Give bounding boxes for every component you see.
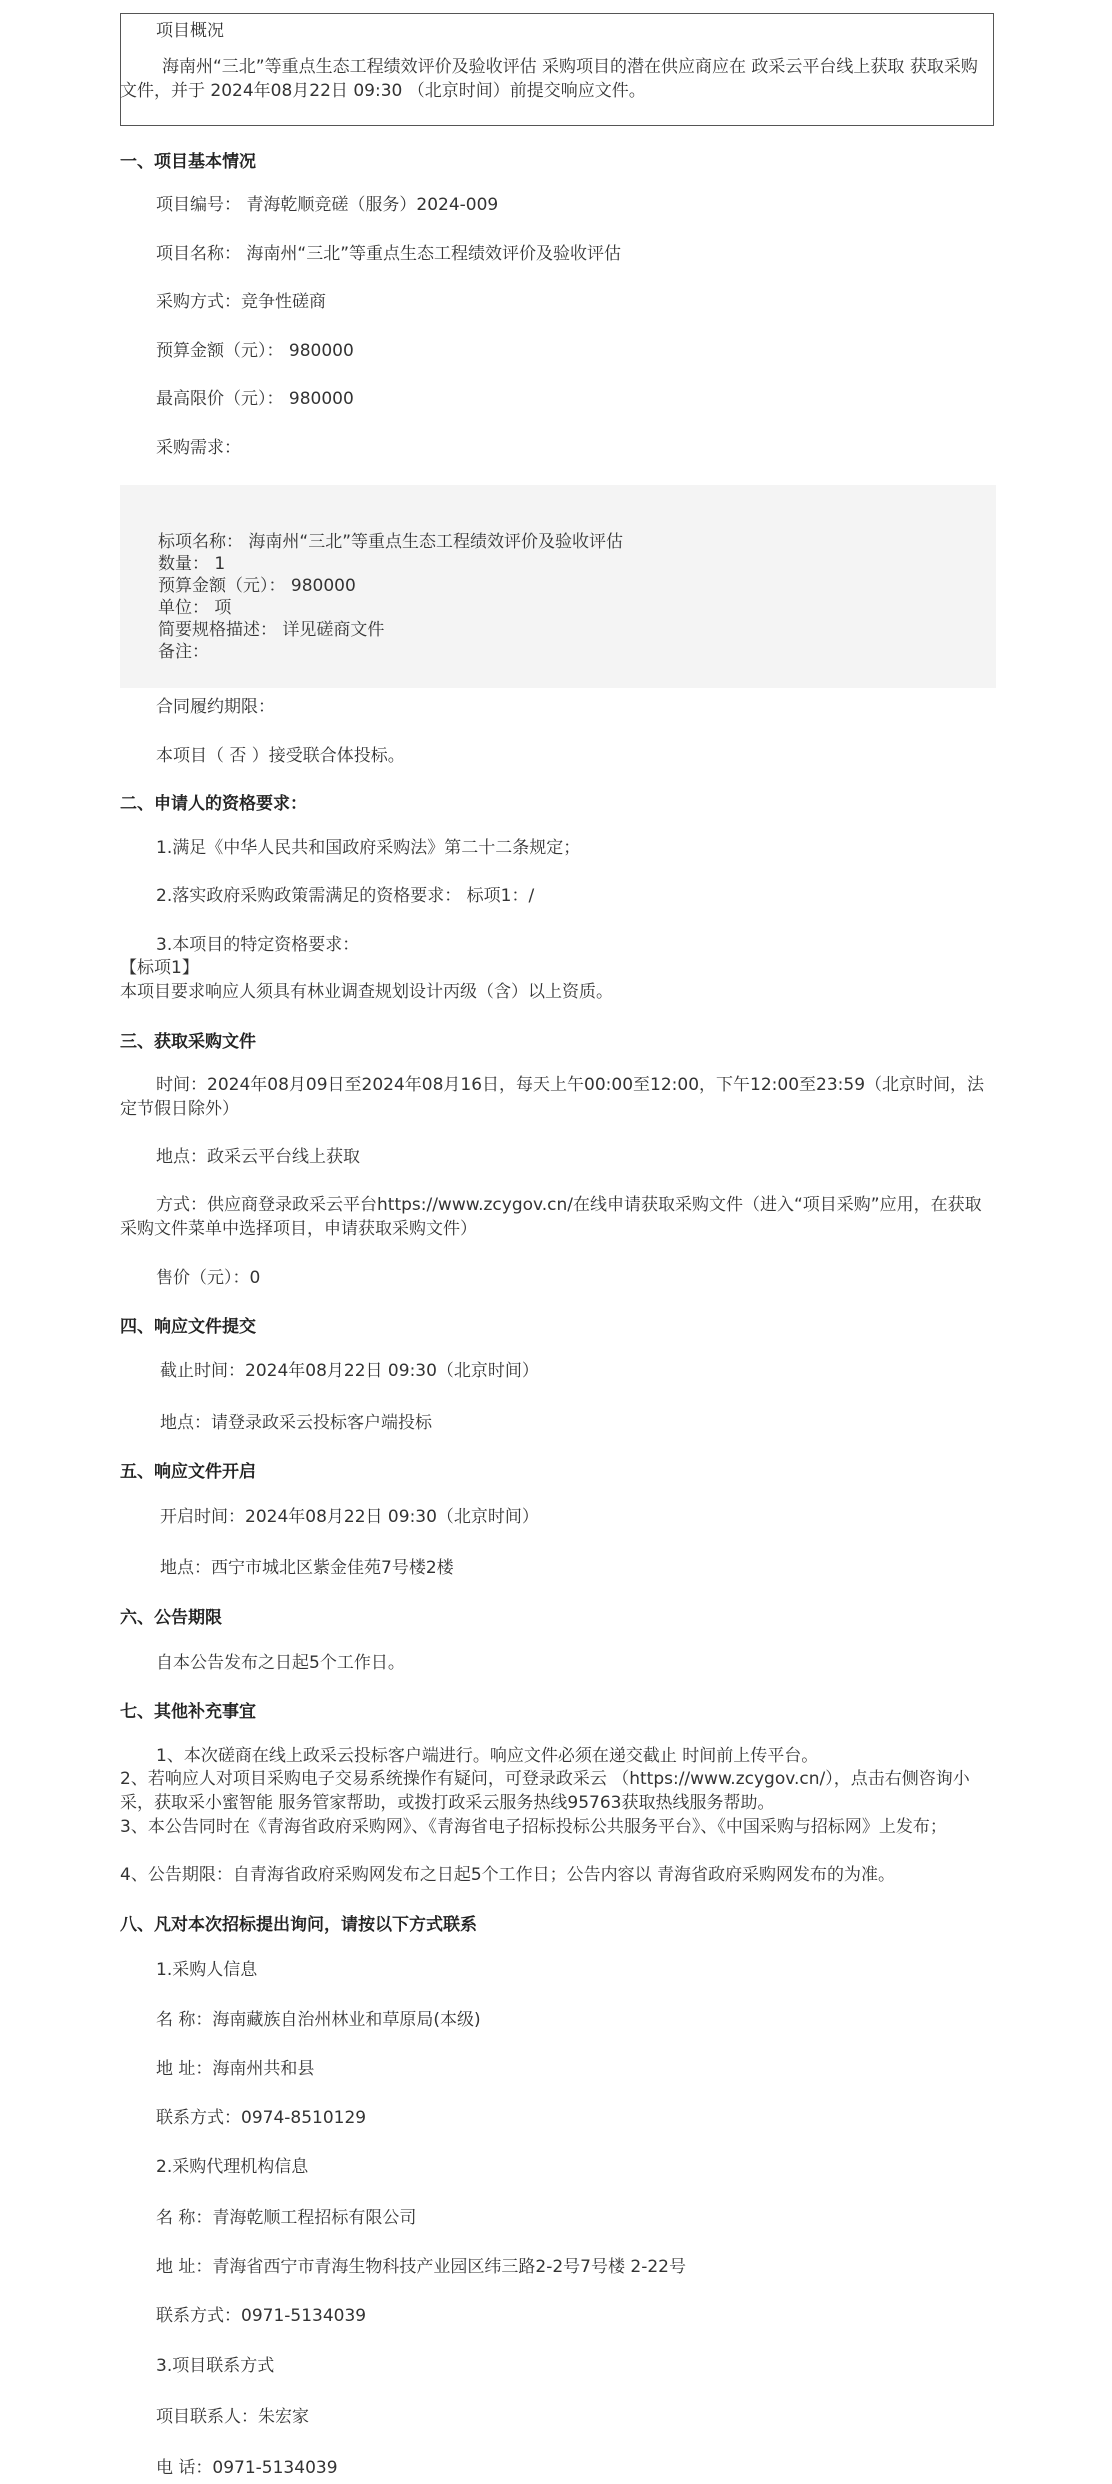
overview-title: 项目概况: [156, 21, 224, 41]
section-heading-contact: 八、凡对本次招标提出询问，请按以下方式联系: [120, 1915, 477, 1935]
opening-place: 地点：西宁市城北区紫金佳苑7号楼2楼: [160, 1558, 454, 1578]
contact-person: 项目联系人：朱宏家: [156, 2407, 309, 2427]
project-number: 项目编号： 青海乾顺竞磋（服务）2024-009: [156, 195, 499, 215]
section-heading-opening: 五、响应文件开启: [120, 1462, 256, 1482]
qualification-req-3-detail: 本项目要求响应人须具有林业调查规划设计丙级（含）以上资质。: [120, 982, 613, 1002]
max-price: 最高限价（元）： 980000: [156, 389, 354, 409]
budget-amount: 预算金额（元）： 980000: [156, 341, 354, 361]
agency-address: 地 址：青海省西宁市青海生物科技产业园区纬三路2-2号7号楼 2-22号: [156, 2257, 686, 2277]
qualification-req-1: 1.满足《中华人民共和国政府采购法》第二十二条规定；: [156, 838, 581, 858]
section-heading-basic-info: 一、项目基本情况: [120, 152, 256, 172]
supplementary-item-2: 2、若响应人对项目采购电子交易系统操作有疑问，可登录政采云 （https://www.zcygov.cn/），点击右侧咨询小采，获取采小蜜智能 服务管家帮助，或拨打政采云服务热线95763获取热线服务帮助。: [120, 1769, 970, 1813]
demand-spec: 简要规格描述： 详见磋商文件: [158, 620, 385, 640]
demand-budget: 预算金额（元）： 980000: [158, 576, 356, 596]
purchaser-title: 1.采购人信息: [156, 1960, 258, 1980]
obtain-place: 地点：政采云平台线上获取: [156, 1147, 360, 1167]
demand-quantity: 数量： 1: [158, 554, 226, 574]
section-heading-supplementary: 七、其他补充事宜: [120, 1702, 256, 1722]
obtain-method: 方式：供应商登录政采云平台https://www.zcygov.cn/在线申请获取采购文件（进入“项目采购”应用，在获取采购文件菜单中选择项目，申请获取采购文件）: [120, 1195, 982, 1239]
submission-deadline: 截止时间：2024年08月22日 09:30（北京时间）: [160, 1361, 539, 1381]
qualification-req-2: 2.落实政府采购政策需满足的资格要求： 标项1：/: [156, 886, 535, 906]
obtain-time: 时间：2024年08月09日至2024年08月16日，每天上午00:00至12:00，下午12:00至23:59（北京时间，法定节假日除外）: [120, 1075, 985, 1119]
supplementary-item-4: 4、公告期限：自青海省政府采购网发布之日起5个工作日；公告内容以 青海省政府采购网发布的为准。: [120, 1865, 896, 1885]
demand-label: 采购需求：: [156, 438, 241, 458]
agency-title: 2.采购代理机构信息: [156, 2157, 309, 2177]
submission-place: 地点：请登录政采云投标客户端投标: [160, 1413, 432, 1433]
section-heading-notice-period: 六、公告期限: [120, 1608, 222, 1628]
supplementary-item-1: 1、本次磋商在线上政采云投标客户端进行。响应文件必须在递交截止 时间前上传平台。: [156, 1746, 819, 1766]
purchaser-phone: 联系方式：0974-8510129: [156, 2108, 367, 2128]
agency-phone: 联系方式：0971-5134039: [156, 2306, 367, 2326]
section-heading-submission: 四、响应文件提交: [120, 1317, 256, 1337]
notice-period-text: 自本公告发布之日起5个工作日。: [156, 1653, 405, 1673]
procurement-method: 采购方式：竞争性磋商: [156, 292, 326, 312]
purchaser-address: 地 址：海南州共和县: [156, 2059, 315, 2079]
contact-title: 3.项目联系方式: [156, 2356, 275, 2376]
agency-name: 名 称：青海乾顺工程招标有限公司: [156, 2208, 417, 2228]
overview-text: 海南州“三北”等重点生态工程绩效评价及验收评估 采购项目的潜在供应商应在 政采云平台线上获取 获取采购文件，并于 2024年08月22日 09:30 （北京时间）前提交响应文件。: [120, 57, 978, 101]
project-name: 项目名称： 海南州“三北”等重点生态工程绩效评价及验收评估: [156, 244, 622, 264]
demand-unit: 单位： 项: [158, 598, 232, 618]
qualification-req-3: 3.本项目的特定资格要求：: [156, 935, 360, 955]
contact-phone: 电 话：0971-5134039: [156, 2458, 338, 2478]
section-heading-obtain-docs: 三、获取采购文件: [120, 1032, 256, 1052]
purchaser-name: 名 称：海南藏族自治州林业和草原局(本级): [156, 2010, 481, 2030]
demand-item-name: 标项名称： 海南州“三北”等重点生态工程绩效评价及验收评估: [158, 532, 624, 552]
contract-period: 合同履约期限：: [156, 697, 275, 717]
document-price: 售价（元）：0: [156, 1268, 261, 1288]
supplementary-item-3: 3、本公告同时在《青海省政府采购网》、《青海省电子招标投标公共服务平台》、《中国采购与招标网》上发布；: [120, 1817, 947, 1837]
joint-bid: 本项目（ 否 ）接受联合体投标。: [156, 746, 405, 766]
demand-remark: 备注：: [158, 642, 209, 662]
lot-label: 【标项1】: [120, 958, 199, 978]
opening-time: 开启时间：2024年08月22日 09:30（北京时间）: [160, 1507, 539, 1527]
section-heading-qualification: 二、申请人的资格要求：: [120, 794, 307, 814]
